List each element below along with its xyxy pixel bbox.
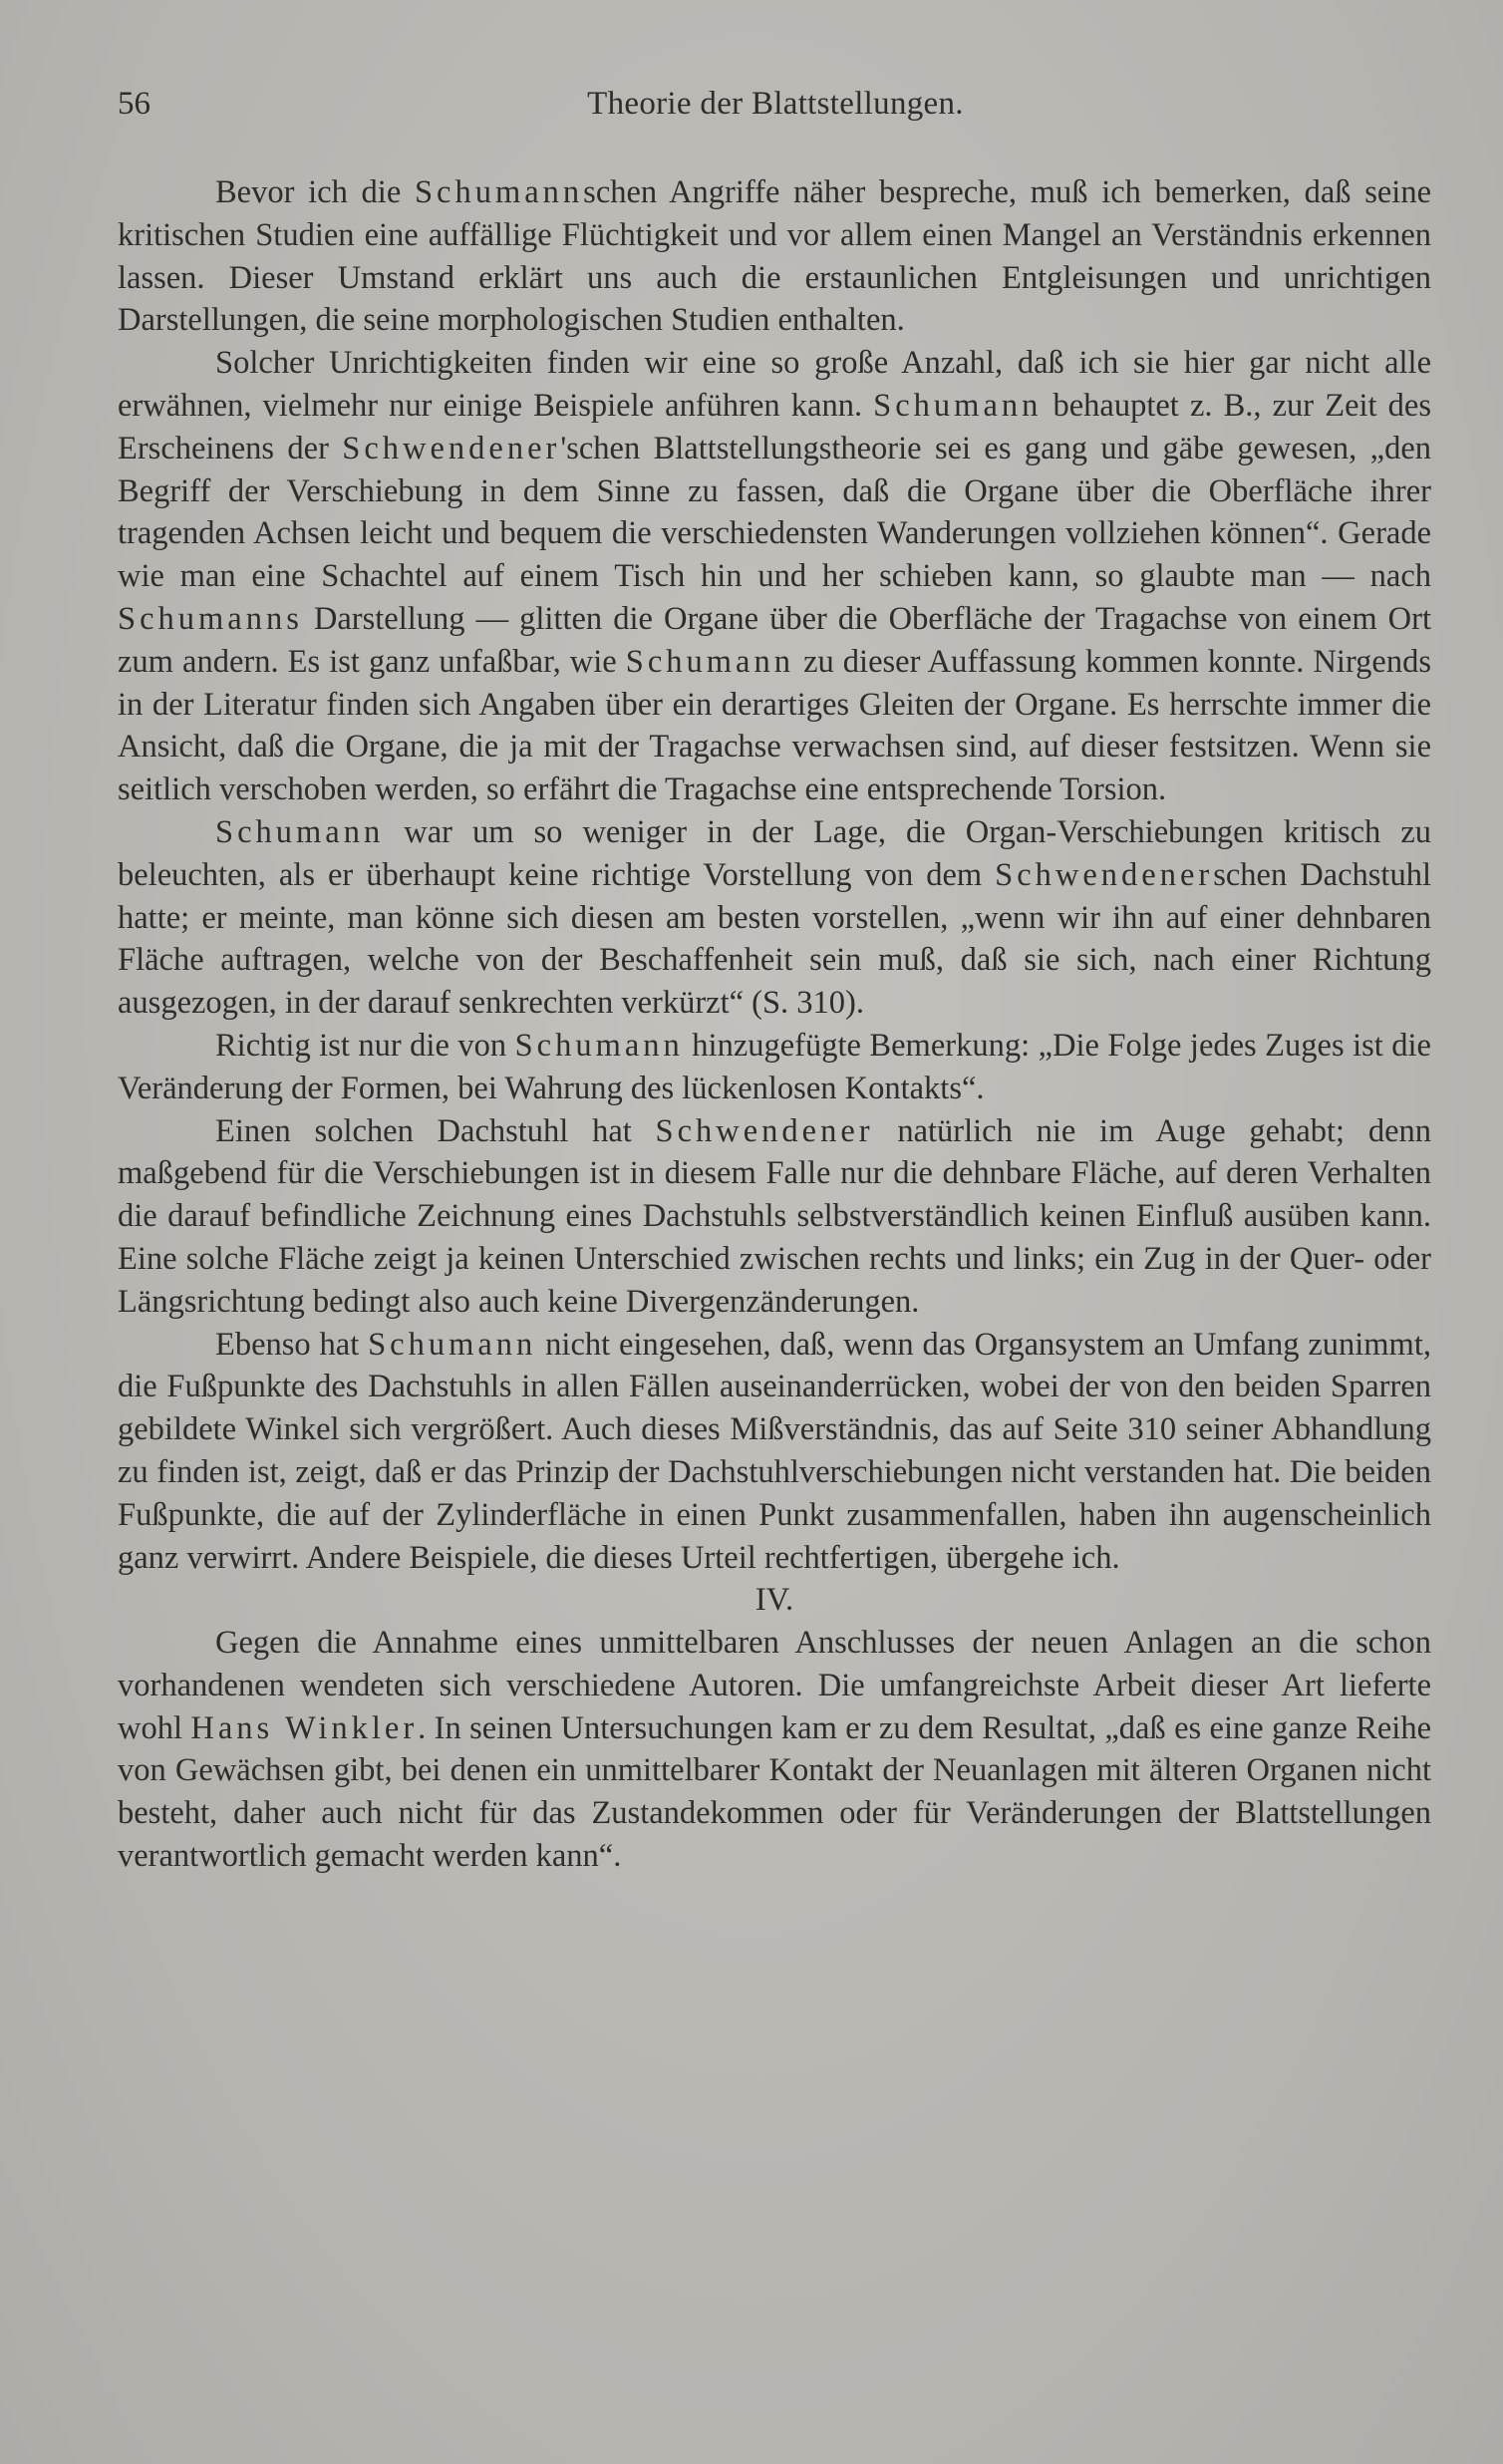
text-run: natürlich nie im Auge gehabt; denn maßgebend für die Verschiebungen ist in diesem Falle nur die dehnbare Fläche, auf deren Verhalten die darauf befindliche Zeichnung eines Dachstuhls selbstverständlich keinen Einfluß ausüben kann. Eine solche Fläche zeigt ja keinen Unterschied zwischen rechts und links; ein Zug in der Quer- oder Längsrichtung bedingt also auch keine Divergenzänderungen. — [118, 1112, 1431, 1320]
text-run: IV. — [754, 1582, 794, 1619]
spaced-name: Schumann — [514, 1027, 684, 1064]
paragraph — [118, 1110, 1431, 1324]
paragraph — [118, 171, 1431, 342]
spaced-name: Schwendener — [342, 430, 561, 466]
spaced-name: Schumann — [625, 643, 794, 680]
page-header — [118, 86, 1433, 136]
paragraph — [118, 1025, 1431, 1110]
text-run: hinzugefügte Bemerkung: „Die Folge jedes Zuges ist die Veränderung der Formen, bei Wahrung des lückenlosen Kontakts“. — [118, 1027, 1431, 1106]
section-heading — [118, 1579, 1431, 1622]
spaced-name: Schumann — [873, 387, 1043, 424]
text-run: Solcher Unrichtigkeiten finden wir eine so große Anzahl, daß ich sie hier gar nicht alle erwähnen, vielmehr nur einige Beispiele anführen kann. — [118, 345, 1431, 424]
spaced-name: Hans Winkler — [190, 1709, 419, 1746]
spaced-name: Schumann — [414, 174, 584, 210]
spaced-name: Schumanns — [118, 600, 303, 637]
body-text — [118, 171, 1431, 1878]
running-title: Theorie der Blattstellungen. — [587, 86, 964, 122]
text-run: Bevor ich die — [215, 174, 415, 210]
text-run: Darstellung — glitten die Organe über die Oberfläche der Tragachse von einem Ort zum andern. Es ist ganz unfaßbar, wie — [118, 600, 1431, 680]
paragraph — [118, 1324, 1431, 1580]
spaced-name: Schumann — [368, 1326, 537, 1363]
text-run: nicht eingesehen, daß, wenn das Organsystem an Umfang zunimmt, die Fußpunkte des Dachstuhls in allen Fällen auseinanderrücken, wobei der von den beiden Sparren gebildete Winkel sich vergrößert. Auch dieses Mißverständnis, das auf Seite 310 seiner Abhandlung zu finden ist, zeigt, daß er das Prinzip der Dachstuhlverschiebungen nicht verstanden hat. Die beiden Fußpunkte, die auf der Zylinderfläche in einen Punkt zusammenfallen, haben ihn augenscheinlich ganz verwirrt. Andere Beispiele, die dieses Urteil rechtfertigen, übergehe ich. — [118, 1326, 1431, 1576]
text-run: 'schen Blattstellungstheorie sei es gang und gäbe gewesen, „den Begriff der Verschiebung in dem Sinne zu fassen, daß die Organe über die Oberfläche ihrer tragenden Achsen leicht und bequem die verschiedensten Wanderungen vollziehen können“. Gerade wie man eine Schachtel auf einem Tisch hin und her schieben kann, so glaubte man — nach — [118, 430, 1432, 595]
text-run: Gegen die Annahme eines unmittelbaren Anschlusses der neuen Anlagen an die schon vorhandenen wendeten sich verschiedene Autoren. Die umfangreichste Arbeit dieser Art lieferte wohl — [118, 1625, 1431, 1746]
text-run: . In seinen Untersuchungen kam er zu dem Resultat, „daß es eine ganze Reihe von Gewächsen gibt, bei denen ein unmittelbarer Kontakt der Neuanlagen mit älteren Organen nicht besteht, daher auch nicht für das Zustandekommen oder für Veränderungen der Blattstellungen verantwortlich gemacht werden kann“. — [118, 1709, 1432, 1875]
text-run: behauptet z. B., zur Zeit des Erscheinens der — [118, 387, 1432, 466]
text-run: Ebenso hat — [215, 1326, 369, 1363]
spaced-name: Schumann — [215, 813, 385, 850]
text-run: Richtig ist nur die von — [215, 1027, 515, 1064]
text-run: war um so weniger in der Lage, die Organ-Verschiebungen kritisch zu beleuchten, als er überhaupt keine richtige Vorstellung von dem — [118, 813, 1431, 893]
text-run: schen Dachstuhl hatte; er meinte, man könne sich diesen am besten vorstellen, „wenn wir ihn auf einer dehnbaren Fläche auftragen, welche von der Beschaffenheit sein muß, daß sie sich, nach einer Richtung ausgezogen, in der darauf senkrechten verkürzt“ (S. 310). — [118, 856, 1431, 1022]
spaced-name: Schwendener — [655, 1112, 874, 1149]
paragraph — [118, 1622, 1431, 1878]
paragraph — [118, 811, 1431, 1025]
paragraph — [118, 342, 1431, 811]
page-number: 56 — [118, 86, 150, 122]
text-run: schen Angriffe näher bespreche, muß ich bemerken, daß seine kritischen Studien eine auffällige Flüchtigkeit und vor allem einen Mangel an Verständnis erkennen lassen. Dieser Umstand erklärt uns auch die erstaunlichen Entgleisungen und unrichtigen Darstellungen, die seine morphologischen Studien enthalten. — [118, 174, 1431, 339]
text-run: Einen solchen Dachstuhl hat — [215, 1112, 656, 1149]
spaced-name: Schwendener — [995, 856, 1214, 893]
text-run: zu dieser Auffassung kommen konnte. Nirgends in der Literatur finden sich Angaben über ein derartiges Gleiten der Organe. Es herrschte immer die Ansicht, daß die Organe, die ja mit der Tragachse verwachsen sind, auf dieser festsitzen. Wenn sie seitlich verschoben werden, so erfährt die Tragachse eine entsprechende Torsion. — [118, 643, 1431, 808]
